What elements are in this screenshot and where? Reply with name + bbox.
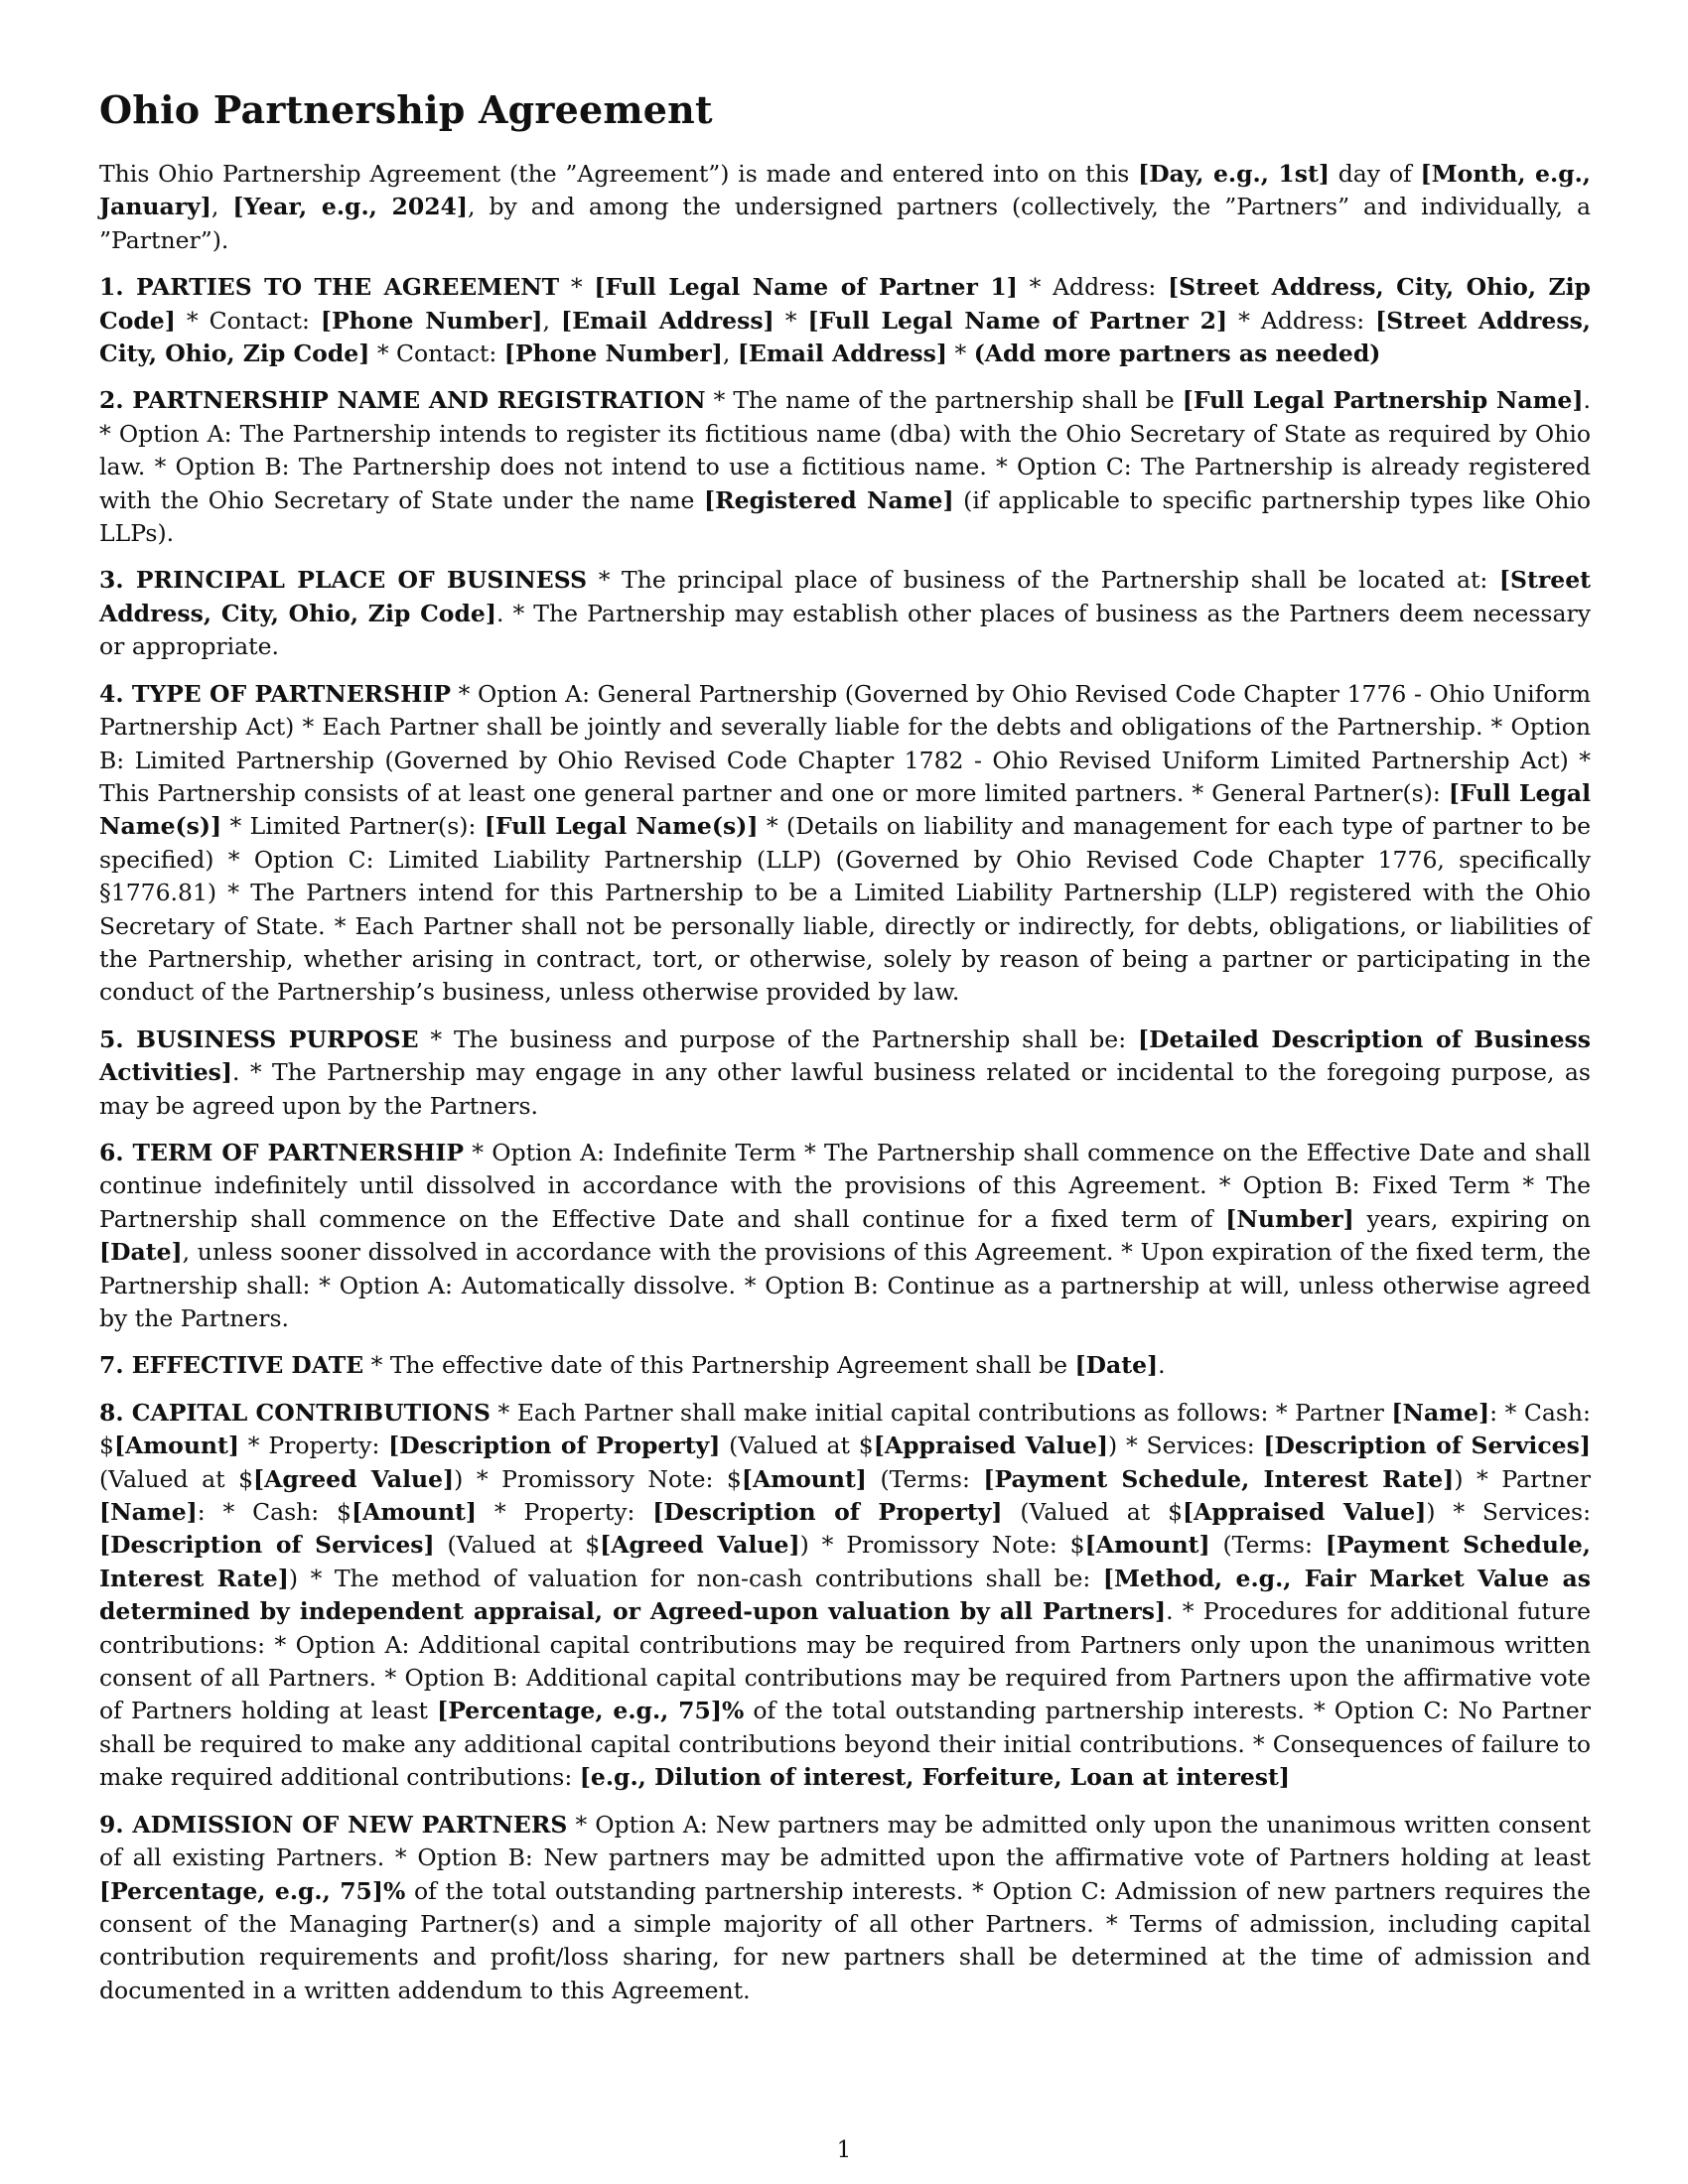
bold-field: [Registered Name] [703, 485, 954, 514]
section-purpose [99, 1024, 1591, 1123]
bold-field: [Date] [1074, 1351, 1159, 1380]
text-run: * The name of the partnership shall be [705, 386, 1183, 415]
bold-field: [Phone Number] [320, 306, 543, 335]
bold-field: [Amount] [351, 1498, 478, 1527]
bold-field: [Full Legal Name of Partner 1] [594, 273, 1018, 302]
bold-field: [Email Address] [561, 306, 774, 335]
text-run: * [774, 306, 808, 335]
text-run: * Limited Partner(s): [221, 812, 485, 841]
text-run: * Option A: Indefinite Term * The Partnership shall commence on the Effective Date and shall continue indefinitely until dissolved in accordance with the provisions of this Agreement. * Option B: Fixed Term * The Partnership shall commence on the Effective Date and shall continue for a fixed term of [99, 1138, 1592, 1233]
bold-field: [Date] [99, 1238, 183, 1267]
bold-field: [Appraised Value] [873, 1432, 1109, 1460]
bold-field: [Detailed Description of Business Activities] [99, 1024, 1591, 1087]
text-run: (Terms: [1209, 1531, 1326, 1560]
bold-field: [Amount] [741, 1464, 867, 1493]
text-run: . * The Partnership may engage in any other lawful business related or incidental to the foregoing purpose, as may be agreed upon by the Partners. [99, 1058, 1591, 1120]
text-run: ) * Promissory Note: $ [799, 1531, 1085, 1560]
bold-field: [Year, e.g., 2024] [232, 193, 469, 221]
bold-field: 9. ADMISSION OF NEW PARTNERS [99, 1810, 568, 1839]
section-parties [99, 271, 1591, 370]
text-run: ) * Services: [1108, 1432, 1264, 1460]
bold-field: [Agreed Value] [253, 1464, 455, 1493]
text-run: * Each Partner shall make initial capital contributions as follows: * Partner [490, 1398, 1392, 1427]
document-title: Ohio Partnership Agreement [99, 87, 713, 132]
section-capital [99, 1397, 1591, 1795]
bold-field: [Street Address, City, Ohio, Zip Code] [99, 273, 1591, 335]
bold-field: [Description of Property] [652, 1498, 1003, 1527]
text-run: * Option A: New partners may be admitted only upon the unanimous written consent of all existing Partners. * Option B: New partners may be admitted upon the affirmative vote of Partners holding at least [99, 1810, 1591, 1872]
bold-field: 1. PARTIES TO THE AGREEMENT [99, 273, 560, 302]
section-principal-place [99, 564, 1591, 663]
bold-field: [Email Address] [737, 340, 947, 368]
text-run: , by and among the undersigned partners (collectively, the ”Partners” and individually, a ”Partner”). [99, 193, 1591, 254]
text-run: * The business and purpose of the Partnership shall be: [418, 1024, 1138, 1053]
bold-field: [Percentage, e.g., 75]% [437, 1697, 745, 1725]
bold-field: [Name] [99, 1498, 198, 1527]
text-run: * Option A: General Partnership (Governed by Ohio Revised Code Chapter 1776 - Ohio Uniform Partnership Act) * Each Partner shall be jointly and severally liable for the debts and obligations of the Partnership. * Option B: Limited Partnership (Governed by Ohio Revised Code Chapter 1782 - Ohio Revised Uniform Limited Partnership Act) * This Partnership consists of at least one general partner and one or more limited partners. * General Partner(s): [99, 679, 1591, 807]
text-run: . * The Partnership may establish other places of business as the Partners deem necessary or appropriate. [99, 599, 1591, 661]
bold-field: [e.g., Dilution of interest, Forfeiture, Loan at interest] [579, 1763, 1290, 1792]
bold-field: (Add more partners as needed) [973, 340, 1381, 368]
text-run: of the total outstanding partnership interests. * Option C: No Partner shall be required to make any additional capital contributions beyond their initial contributions. * Consequences of failure to make required additional contributions: [99, 1697, 1591, 1792]
bold-field: [Amount] [1084, 1531, 1210, 1560]
bold-field: [Street Address, City, Ohio, Zip Code] [99, 306, 1591, 368]
text-run: ) * Promissory Note: $ [454, 1464, 742, 1493]
text-run: ) * The method of valuation for non-cash contributions shall be: [288, 1564, 1103, 1592]
text-run: * The effective date of this Partnership Agreement shall be [363, 1351, 1075, 1380]
text-run: * (Details on liability and management for each type of partner to be specified) * Option C: Limited Liability Partnership (LLP) (Governed by Ohio Revised Code Chapter 1776, specifically §1776.81) * The Partners intend for this Partnership to be a Limited Liability Partnership (LLP) registered with the Ohio Secretary of State. * Each Partner shall not be personally liable, directly or indirectly, for debts, obligations, or liabilities of the Partnership, whether arising in contract, tort, or otherwise, solely by reason of being a partner or participating in the conduct of the Partnership’s business, unless otherwise provided by law. [99, 812, 1592, 1007]
text-run: (Valued at $ [1002, 1498, 1184, 1527]
text-run: years, expiring on [1353, 1204, 1591, 1233]
text-run: , [211, 193, 233, 221]
bold-field: [Month, e.g., January] [99, 160, 1591, 221]
text-run: * [946, 340, 974, 368]
text-run: * Contact: [369, 340, 504, 368]
text-run: : * Cash: $ [197, 1498, 352, 1527]
text-run: (if applicable to specific partnership types like Ohio LLPs). [99, 485, 1591, 548]
text-run: (Valued at $ [99, 1464, 254, 1493]
bold-field: 8. CAPITAL CONTRIBUTIONS [99, 1398, 491, 1427]
bold-field: [Number] [1225, 1204, 1354, 1233]
bold-field: [Description of Property] [388, 1432, 721, 1460]
bold-field: [Full Legal Name of Partner 2] [807, 306, 1228, 335]
text-run: ) * Partner [1454, 1464, 1591, 1493]
bold-field: [Name] [1391, 1398, 1490, 1427]
text-run: . * Option A: The Partnership intends to register its fictitious name (dba) with the Ohio Secretary of State as required by Ohio law. * Option B: The Partnership does not intend to use a fictitious name. * Option C: The Partnership is already registered with the Ohio Secretary of State under the name [99, 386, 1591, 514]
text-run: . [1158, 1351, 1166, 1380]
bold-field: [Agreed Value] [600, 1531, 800, 1560]
bold-field: [Amount] [113, 1432, 239, 1460]
text-run: This Ohio Partnership Agreement (the ”Agreement”) is made and entered into on this [99, 160, 1139, 188]
text-run: (Valued at $ [434, 1531, 601, 1560]
bold-field: 3. PRINCIPAL PLACE OF BUSINESS [99, 566, 588, 595]
bold-field: [Full Legal Partnership Name] [1182, 386, 1584, 415]
text-run: * Contact: [175, 306, 321, 335]
text-run: * Property: [239, 1432, 389, 1460]
section-admission [99, 1809, 1591, 2007]
bold-field: 7. EFFECTIVE DATE [99, 1351, 364, 1380]
bold-field: 5. BUSINESS PURPOSE [99, 1024, 419, 1053]
bold-field: [Description of Services] [1263, 1432, 1591, 1460]
text-run: . * Procedures for additional future contributions: * Option A: Additional capital contributions may be required from Partners only upon the unanimous written consent of all Partners. * Option B: Additional capital contributions may be required from Partners upon the affirmative vote of Partners holding at least [99, 1597, 1592, 1725]
bold-field: [Full Legal Name(s)] [99, 778, 1591, 841]
text-run: , [722, 340, 738, 368]
bold-field: [Method, e.g., Fair Market Value as determined by independent appraisal, or Agreed-upon valuation by all Partners] [99, 1564, 1591, 1626]
text-run: (Valued at $ [720, 1432, 874, 1460]
text-run: * The principal place of business of the Partnership shall be located at: [587, 566, 1499, 595]
bold-field: [Phone Number] [503, 340, 723, 368]
text-run: * Address: [1227, 306, 1376, 335]
text-run: ) * Services: [1426, 1498, 1591, 1527]
bold-field: [Day, e.g., 1st] [1138, 160, 1330, 188]
section-term [99, 1137, 1591, 1335]
text-run: (Terms: [866, 1464, 984, 1493]
text-run: * [559, 273, 595, 302]
bold-field: 6. TERM OF PARTNERSHIP [99, 1138, 465, 1166]
intro-paragraph [99, 158, 1591, 257]
bold-field: 2. PARTNERSHIP NAME AND REGISTRATION [99, 386, 706, 415]
text-run: : * Cash: $ [99, 1398, 1591, 1460]
bold-field: [Full Legal Name(s)] [484, 812, 759, 841]
text-run: , [542, 306, 561, 335]
bold-field: [Description of Services] [99, 1531, 435, 1560]
bold-field: [Payment Schedule, Interest Rate] [983, 1464, 1455, 1493]
sections-container [99, 271, 1591, 2007]
text-run: * Address: [1017, 273, 1169, 302]
bold-field: 4. TYPE OF PARTNERSHIP [99, 679, 452, 708]
section-name-registration [99, 384, 1591, 550]
document-page [99, 87, 1591, 2021]
text-run: , unless sooner dissolved in accordance with the provisions of this Agreement. * Upon expiration of the fixed term, the Partnership shall: * Option A: Automatically dissolve. * Option B: Continue as a partnership at will, unless otherwise agreed by the Partners. [99, 1238, 1591, 1332]
bold-field: [Percentage, e.g., 75]% [99, 1876, 406, 1905]
text-run: * Property: [477, 1498, 653, 1527]
text-run: day of [1329, 160, 1421, 188]
bold-field: [Street Address, City, Ohio, Zip Code] [99, 566, 1592, 627]
section-effective-date [99, 1349, 1591, 1382]
text-run: of the total outstanding partnership interests. * Option C: Admission of new partners requires the consent of the Managing Partner(s) and a simple majority of all other Partners. * Terms of admission, including capital contribution requirements and profit/loss sharing, for new partners shall be determined at the time of admission and documented in a written addendum to this Agreement. [99, 1876, 1591, 2004]
section-type [99, 678, 1591, 1010]
bold-field: [Payment Schedule, Interest Rate] [99, 1531, 1591, 1592]
bold-field: [Appraised Value] [1183, 1498, 1427, 1527]
page-number: 1 [836, 2137, 852, 2163]
